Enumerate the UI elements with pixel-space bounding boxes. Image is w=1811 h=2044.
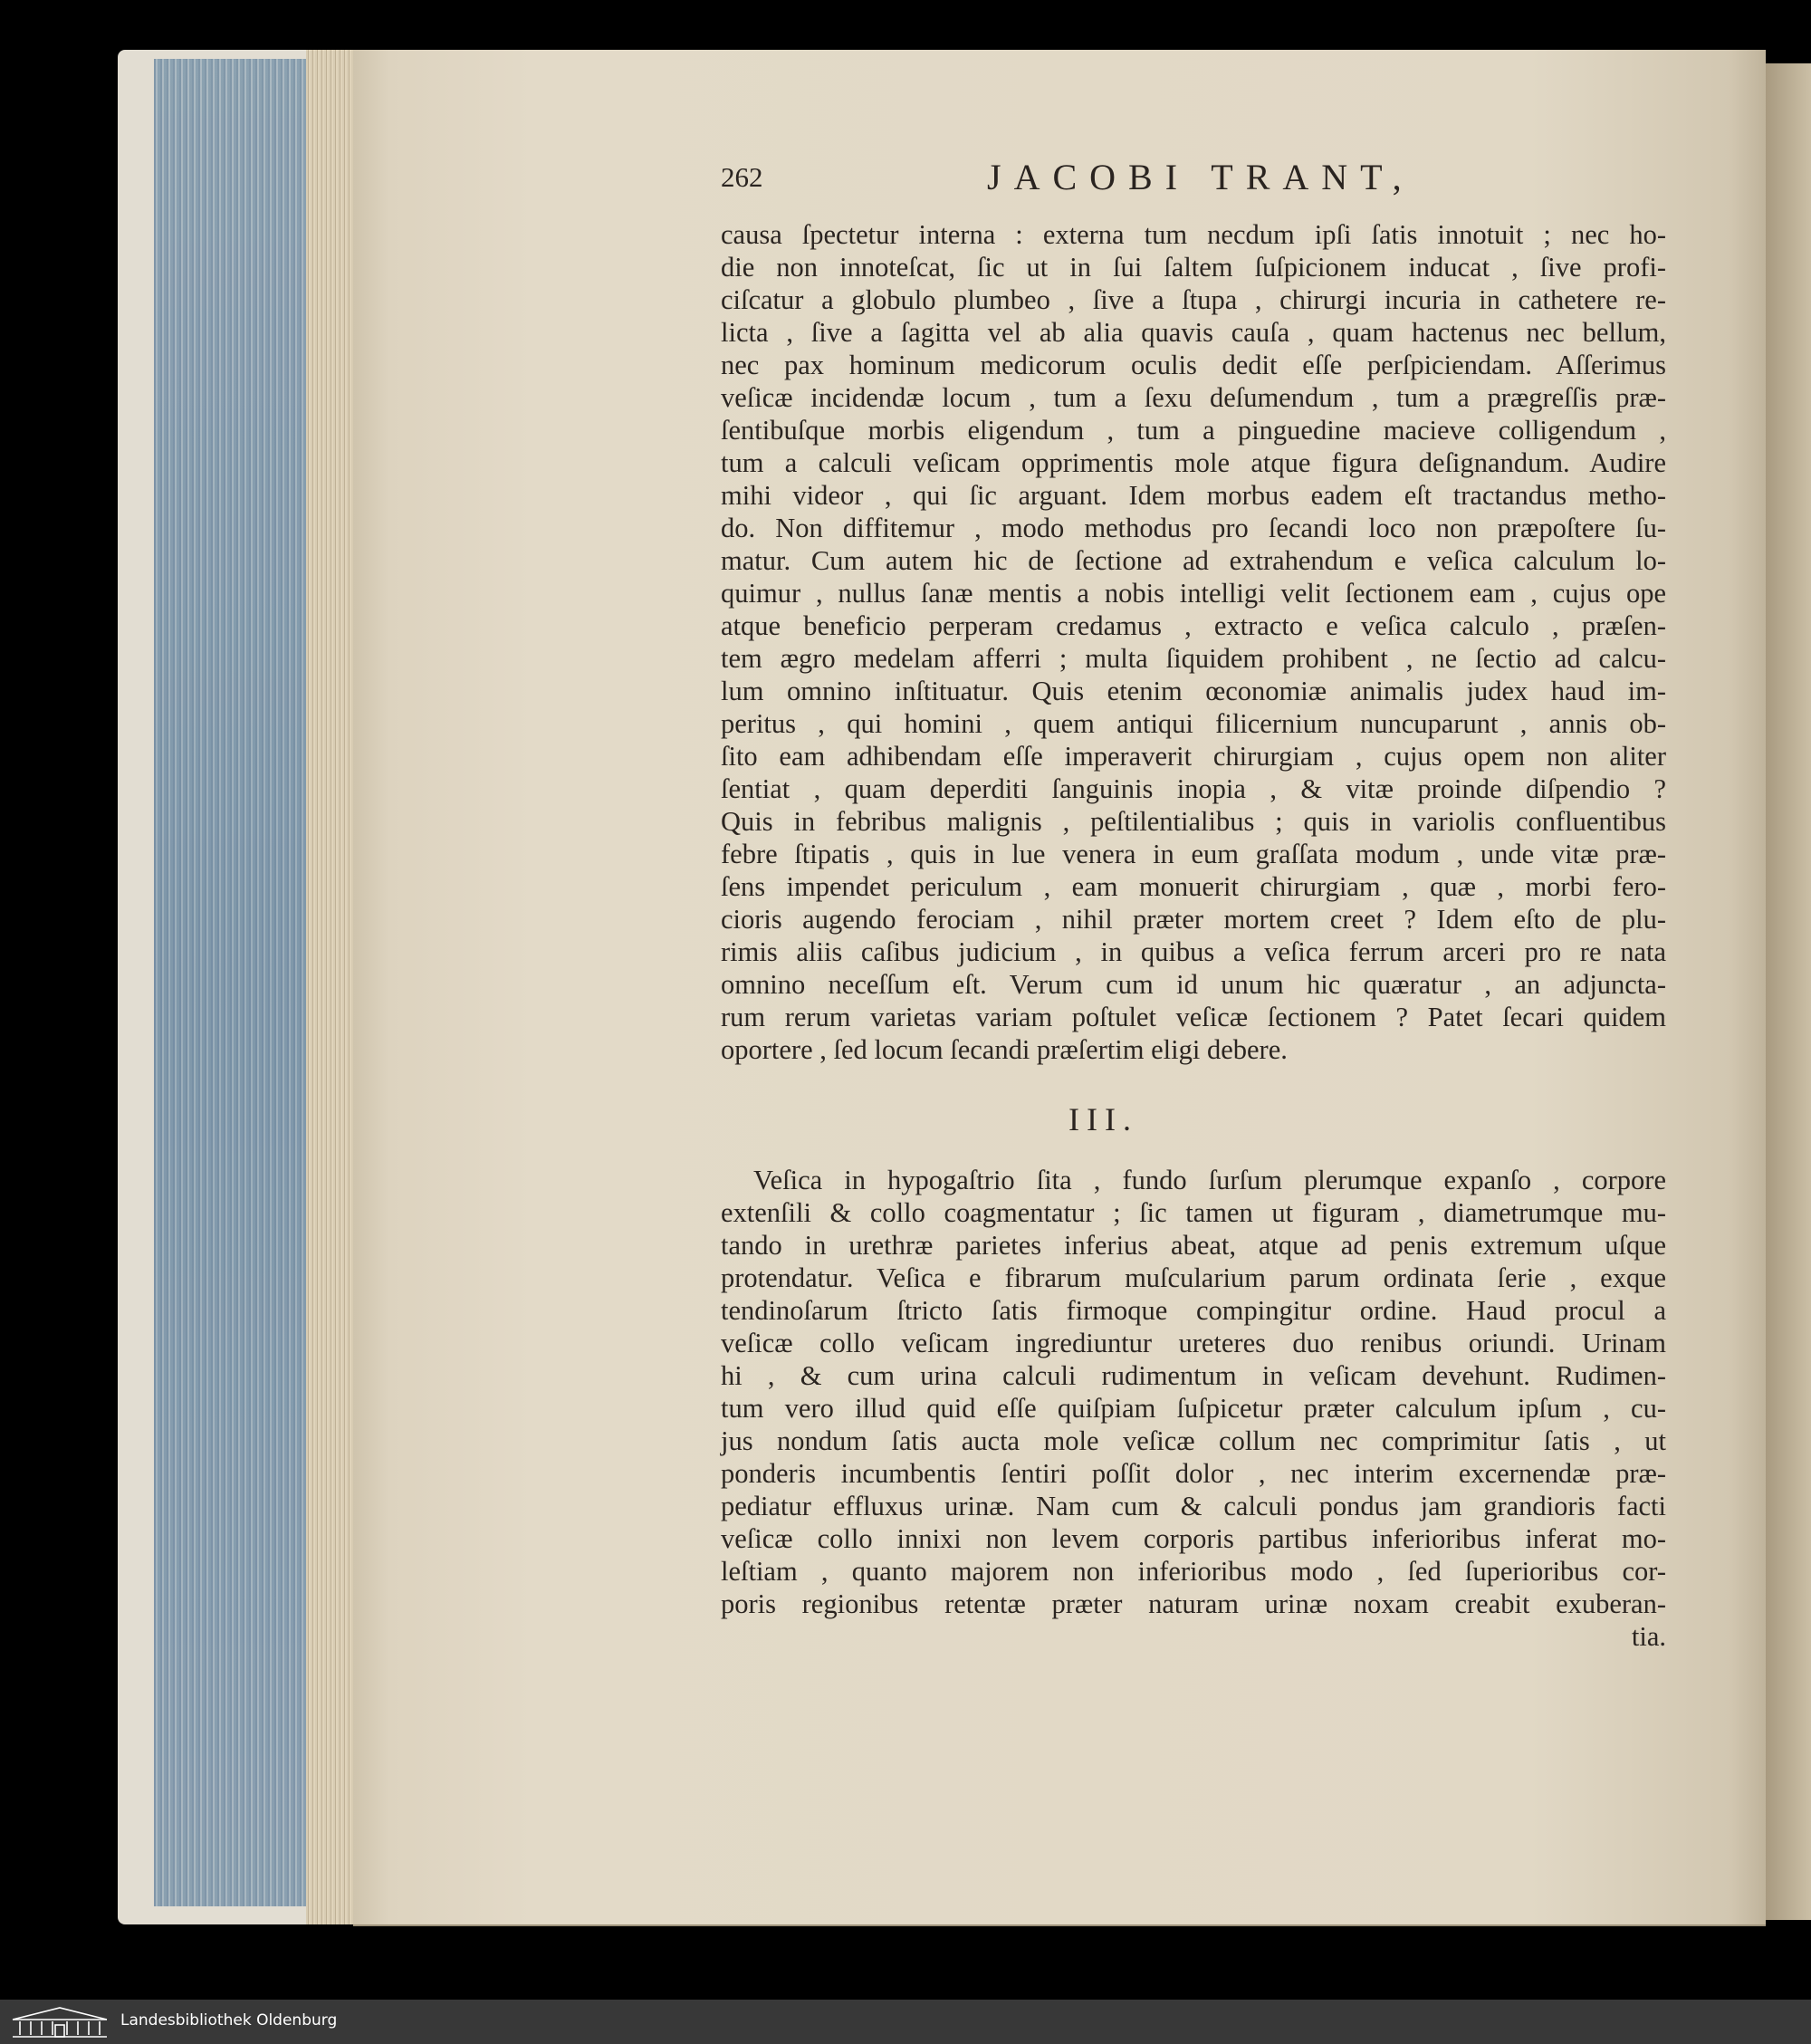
text-line: do. Non diffitemur , modo methodus pro ſecandi loco non præpoſtere ſu-: [721, 513, 1666, 543]
text-line: ſentibuſque morbis eligendum , tum a pinguedine macieve colligendum ,: [721, 415, 1666, 446]
paragraph-2: [721, 1164, 1666, 1653]
library-name: Landesbibliothek Oldenburg: [120, 2011, 338, 2030]
page-stack: [306, 50, 360, 1924]
text-line: veſicæ incidendæ locum , tum a ſexu deſumendum , tum a prægreſſis præ-: [721, 382, 1666, 413]
text-line: rimis aliis caſibus judicium , in quibus a veſica ferrum arceri pro re nata: [721, 936, 1666, 967]
text-line: die non innoteſcat, ſic ut in ſui ſaltem ſuſpicionem inducat , ſive profi-: [721, 252, 1666, 283]
library-building-icon: [9, 2005, 110, 2039]
text-line: tum vero illud quid eſſe quiſpiam ſuſpicetur præter calculum ipſum , cu-: [721, 1393, 1666, 1424]
text-line: protendatur. Veſica e fibrarum muſcularium parum ordinata ſerie , exque: [721, 1262, 1666, 1293]
text-line: veſicæ collo innixi non levem corporis partibus inferioribus inferat mo-: [721, 1523, 1666, 1554]
section-heading: III.: [1068, 1101, 1138, 1137]
text-line: mihi videor , qui ſic arguant. Idem morbus eadem eſt tractandus metho-: [721, 480, 1666, 511]
paragraph-1: [721, 218, 1666, 1066]
text-line: jus nondum ſatis aucta mole veſicæ collum nec comprimitur ſatis , ut: [721, 1425, 1666, 1456]
text-line: ſito eam adhibendam eſſe imperaverit chirurgiam , cujus opem non aliter: [721, 741, 1666, 772]
text-line: ponderis incumbentis ſentiri poſſit dolor , nec interim excernendæ præ-: [721, 1458, 1666, 1489]
text-line: nec pax hominum medicorum oculis dedit eſſe perſpiciendam. Aſſerimus: [721, 350, 1666, 380]
text-line: rum rerum varietas variam poſtulet veſicæ ſectionem ? Patet ſecari quidem: [721, 1002, 1666, 1032]
text-line: febre ſtipatis , quis in lue venera in eum graſſata modum , unde vitæ præ-: [721, 839, 1666, 869]
text-line: tia.: [1631, 1621, 1666, 1652]
page-header: [721, 157, 1666, 206]
text-line: tum a calculi veſicam opprimentis mole atque figura deſignandum. Audire: [721, 447, 1666, 478]
text-line: omnino neceſſum eſt. Verum cum id unum hic quæratur , an adjuncta-: [721, 969, 1666, 1000]
library-footer: [0, 2000, 1811, 2044]
text-line: atque beneficio perperam credamus , extracto e veſica calculo , præſen-: [721, 610, 1666, 641]
text-line: ſens impendet periculum , eam monuerit chirurgiam , quæ , morbi fero-: [721, 871, 1666, 902]
text-line: peritus , qui homini , quem antiqui filicernium nuncuparunt , annis ob-: [721, 708, 1666, 739]
text-line: tando in urethræ parietes inferius abeat, atque ad penis extremum uſque: [721, 1230, 1666, 1261]
text-line: quimur , nullus ſanæ mentis a nobis intelligi velit ſectionem eam , cujus ope: [721, 578, 1666, 609]
text-line: lum omnino inſtituatur. Quis etenim œconomiæ animalis judex haud im-: [721, 676, 1666, 706]
text-line: hi , & cum urina calculi rudimentum in veſicam devehunt. Rudimen-: [721, 1360, 1666, 1391]
text-line: cioris augendo ferociam , nihil præter mortem creet ? Idem eſto de plu-: [721, 904, 1666, 935]
text-line: leſtiam , quanto majorem non inferioribus modo , ſed ſuperioribus cor-: [721, 1556, 1666, 1587]
text-line: causa ſpectetur interna : externa tum necdum ipſi ſatis innotuit ; nec ho-: [721, 219, 1666, 250]
running-title: JACOBI TRANT,: [987, 157, 1414, 197]
text-line: tendinoſarum ſtricto ſatis firmoque compingitur ordine. Haud procul a: [721, 1295, 1666, 1326]
text-line: extenſili & collo coagmentatur ; ſic tamen ut figuram , diametrumque mu-: [721, 1197, 1666, 1228]
text-line: matur. Cum autem hic de ſectione ad extrahendum e veſica calculum lo-: [721, 545, 1666, 576]
text-line: poris regionibus retentæ præter naturam urinæ noxam creabit exuberan-: [721, 1588, 1666, 1619]
text-line: ſentiat , quam deperditi ſanguinis inopia , & vitæ proinde diſpendio ?: [721, 773, 1666, 804]
page-number: 262: [721, 161, 763, 193]
text-line: ciſcatur a globulo plumbeo , ſive a ſtupa , chirurgi incuria in cathetere re-: [721, 284, 1666, 315]
text-line: oportere , ſed locum ſecandi præſertim eligi debere.: [721, 1034, 1288, 1065]
text-line: Veſica in hypogaſtrio ſita , fundo ſurſum plerumque expanſo , corpore: [753, 1165, 1666, 1195]
text-line: tem ægro medelam afferri ; multa ſiquidem prohibent , ne ſectio ad calcu-: [721, 643, 1666, 674]
text-line: licta , ſive a ſagitta vel ab alia quavis cauſa , quam hactenus nec bellum,: [721, 317, 1666, 348]
facing-page-edge: [1766, 63, 1811, 1920]
text-line: Quis in febribus malignis , peſtilentialibus ; quis in variolis confluentibus: [721, 806, 1666, 837]
text-line: pediatur effluxus urinæ. Nam cum & calculi pondus jam grandioris facti: [721, 1491, 1666, 1521]
text-line: veſicæ collo veſicam ingrediuntur ureteres duo renibus oriundi. Urinam: [721, 1328, 1666, 1358]
